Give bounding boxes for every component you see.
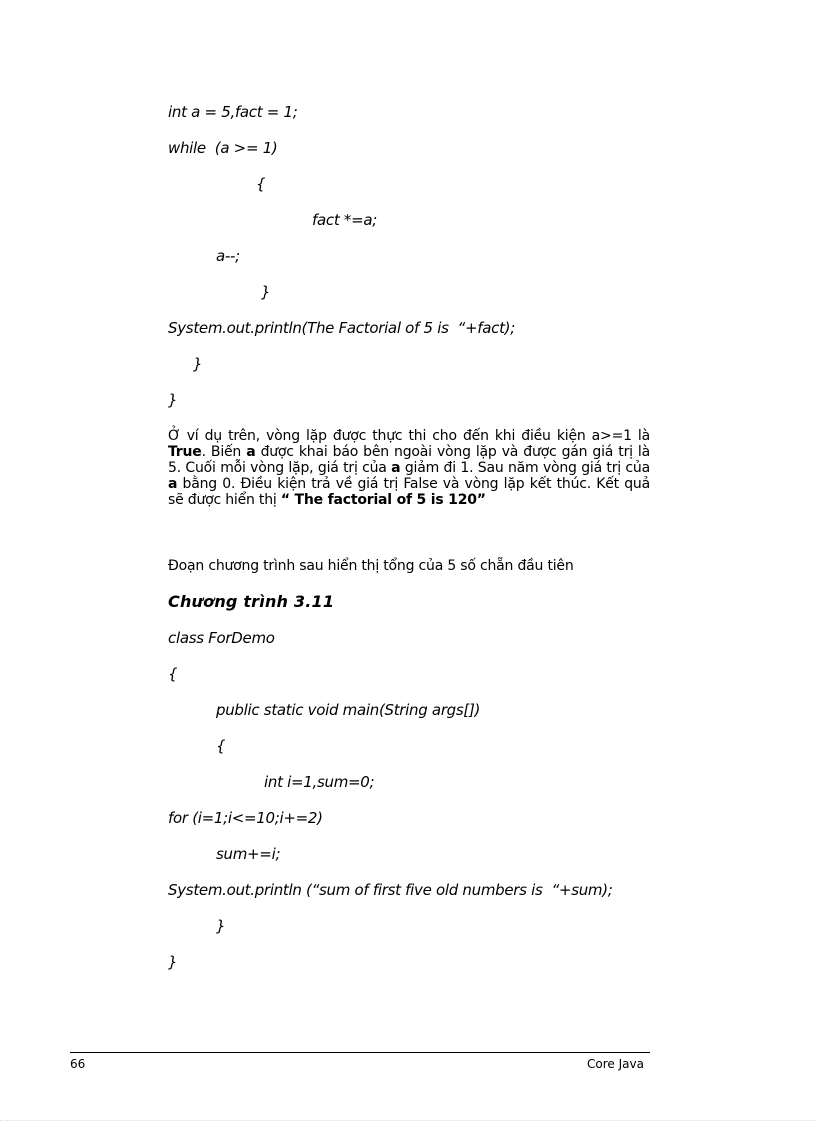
code-line: { — [168, 665, 178, 683]
code-line: } — [193, 355, 203, 373]
paragraph-text: bằng 0. Điều kiện trả về giá trị False và vòng lặp kết thúc. Kết quả sẽ được hiển thị — [168, 476, 650, 508]
paragraph-text: . Biến — [201, 444, 247, 460]
code-line: class ForDemo — [168, 629, 275, 647]
explanation-paragraph — [168, 428, 650, 508]
code-line: { — [216, 737, 226, 755]
code-line: int a = 5,fact = 1; — [168, 103, 298, 121]
code-line: System.out.println (“sum of first five old numbers is “+sum); — [168, 881, 613, 899]
paragraph-bold: a — [391, 460, 401, 476]
code-line: while (a >= 1) — [168, 139, 278, 157]
paragraph-bold: “ The factorial of 5 is 120” — [280, 492, 486, 508]
paragraph-text: được khai báo bên ngoài vòng lặp và được gán giá trị là 5. Cuối mỗi vòng lặp, giá trị của — [168, 444, 650, 476]
code-line: int i=1,sum=0; — [264, 773, 375, 791]
code-line: fact *=a; — [312, 211, 377, 229]
code-line: System.out.println(The Factorial of 5 is “+fact); — [168, 319, 515, 337]
code-line: a--; — [216, 247, 240, 265]
code-line: public static void main(String args[]) — [216, 701, 481, 719]
code-line: } — [168, 953, 178, 971]
paragraph-bold: a — [246, 444, 256, 460]
paragraph-bold: a — [168, 476, 178, 492]
intro-sentence: Đoạn chương trình sau hiển thị tổng của 5 số chẵn đầu tiên — [168, 558, 574, 574]
code-line: { — [256, 175, 266, 193]
page-number: 66 — [70, 1057, 86, 1071]
paragraph-text: giảm đi 1. Sau năm vòng giá trị của — [400, 460, 650, 476]
code-line: } — [216, 917, 226, 935]
footer-rule — [70, 1052, 650, 1053]
code-line: } — [168, 391, 178, 409]
code-line: for (i=1;i<=10;i+=2) — [168, 809, 323, 827]
page-edge — [0, 1120, 816, 1121]
code-line: } — [261, 283, 271, 301]
paragraph-text: Ở ví dụ trên, vòng lặp được thực thi cho đến khi điều kiện a>=1 là — [168, 428, 650, 444]
program-heading: Chương trình 3.11 — [168, 592, 335, 611]
book-title: Core Java — [587, 1057, 644, 1071]
paragraph-bold: True — [168, 444, 202, 460]
code-line: sum+=i; — [216, 845, 281, 863]
